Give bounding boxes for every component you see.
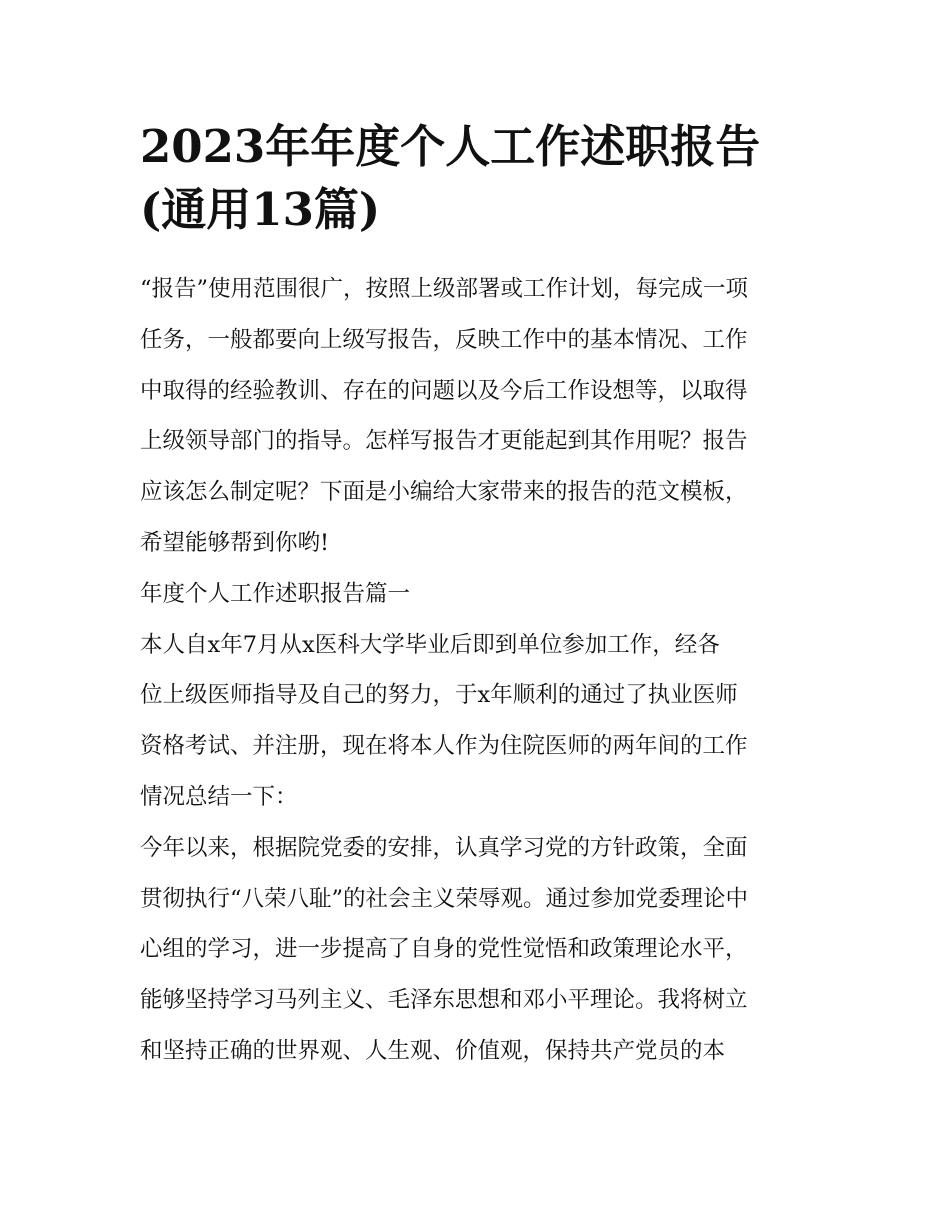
document-content — [140, 115, 812, 1077]
title-line-1: 2023年年度个人工作述职报告 — [140, 120, 761, 173]
intro-line-6: 希望能够帮到你哟! — [140, 529, 330, 556]
intro-line-4: 上级领导部门的指导。怎样写报告才更能起到其作用呢？报告 — [140, 428, 748, 455]
intro-line-1: “报告”使用范围很广，按照上级部署或工作计划，每完成一项 — [140, 276, 749, 302]
document-body — [140, 264, 812, 1077]
paragraph-2-line-1: 今年以来，根据院党委的安排，认真学习党的方针政策，全面 — [140, 834, 748, 861]
paragraph-2-line-3: 心组的学习，进一步提高了自身的党性觉悟和政策理论水平， — [140, 936, 748, 963]
intro-line-3: 中取得的经验教训、存在的问题以及今后工作设想等，以取得 — [140, 377, 748, 404]
section-heading: 年度个人工作述职报告篇一 — [140, 580, 411, 607]
paragraph-1-line-2: 位上级医师指导及自己的努力，于x年顺利的通过了执业医师 — [140, 682, 738, 709]
paragraph-2-line-5: 和坚持正确的世界观、人生观、价值观，保持共产党员的本 — [140, 1037, 726, 1064]
paragraph-1-line-4: 情况总结一下： — [140, 783, 298, 810]
paragraph-1-line-1: 本人自x年7月从x医科大学毕业后即到单位参加工作，经各 — [140, 631, 720, 658]
intro-line-2: 任务，一般都要向上级写报告，反映工作中的基本情况、工作 — [140, 326, 748, 353]
intro-line-5: 应该怎么制定呢？下面是小编给大家带来的报告的范文模板， — [140, 479, 748, 506]
paragraph-2-line-2: 贯彻执行“八荣八耻”的社会主义荣辱观。通过参加党委理论中 — [140, 885, 749, 912]
document-title — [140, 115, 812, 241]
title-line-2: (通用13篇) — [140, 183, 381, 236]
paragraph-2-line-4: 能够坚持学习马列主义、毛泽东思想和邓小平理论。我将树立 — [140, 987, 748, 1014]
paragraph-1-line-3: 资格考试、并注册，现在将本人作为住院医师的两年间的工作 — [140, 733, 748, 760]
